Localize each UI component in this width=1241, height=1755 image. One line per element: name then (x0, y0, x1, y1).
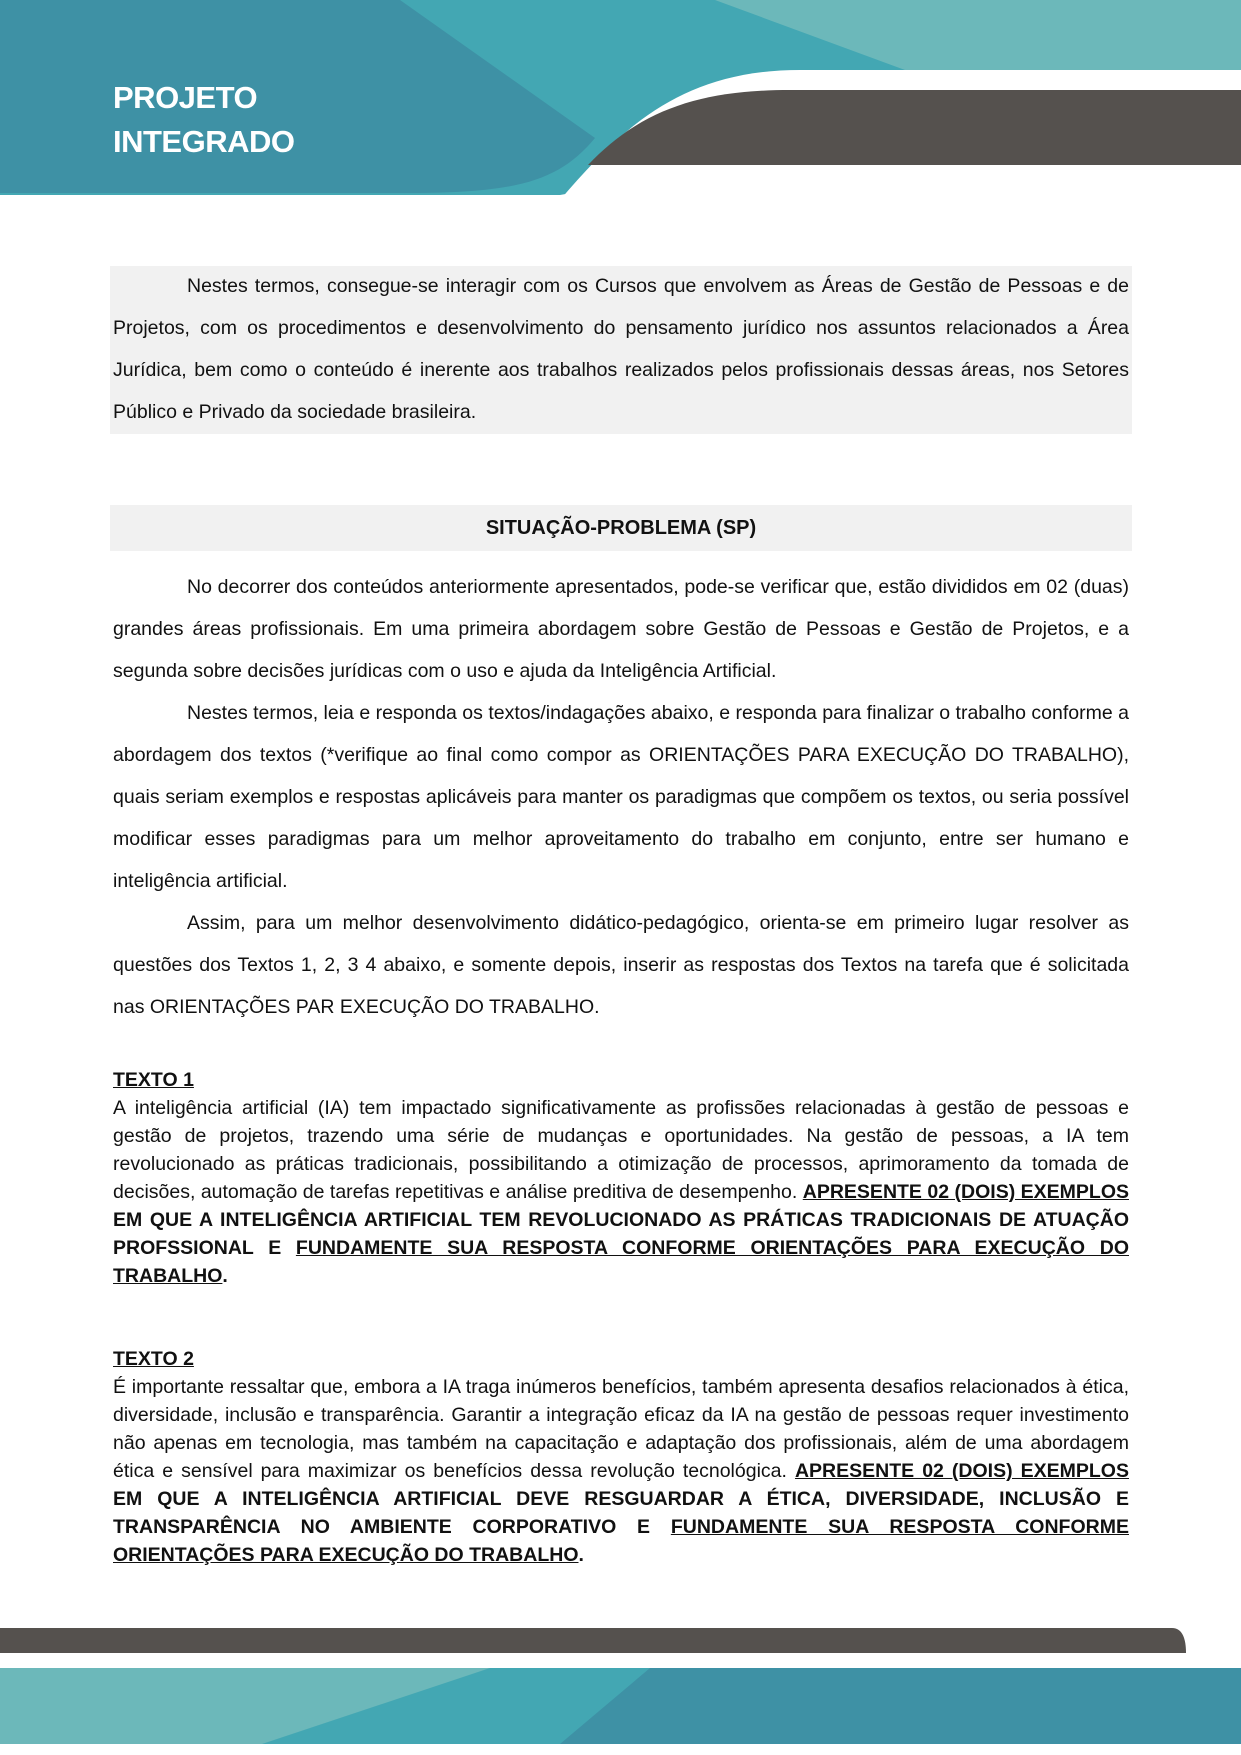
texto-1-text: A inteligência artificial (IA) tem impactado significativamente as profissões relacionadas à gestão de pessoas e gestão de projetos, trazendo uma série de mudanças e oportunidades. Na gestão de pessoas, a IA tem revolucionado as práticas tradicionais, possibilitando a otimização de processos, aprimoramento da tomada de decisões, automação de tarefas repetitivas e análise preditiva de desempenho. (113, 1097, 1129, 1203)
texto-1-heading: TEXTO 1 (113, 1069, 194, 1091)
texto-1-body (113, 1094, 1129, 1290)
texto-1-question: EM QUE A INTELIGÊNCIA ARTIFICIAL TEM REVOLUCIONADO AS PRÁTICAS TRADICIONAIS DE ATUAÇÃO PROFSSIONAL E (113, 1209, 1129, 1259)
texto-2-heading: TEXTO 2 (113, 1348, 194, 1370)
texto-2-question-underlined-1: APRESENTE 02 (DOIS) EXEMPLOS (794, 1460, 1129, 1482)
texto-1-section (113, 1066, 1129, 1290)
texto-2-question: EM QUE A INTELIGÊNCIA ARTIFICIAL DEVE RESGUARDAR A ÉTICA, DIVERSIDADE, INCLUSÃO E TRANSPARÊNCIA NO AMBIENTE CORPORATIVO E (113, 1488, 1129, 1538)
section-heading: SITUAÇÃO-PROBLEMA (SP) (485, 517, 757, 539)
texto-1-question-underlined-2: FUNDAMENTE SUA RESPOSTA CONFORME ORIENTAÇÕES PARA EXECUÇÃO DO TRABALHO (113, 1237, 1129, 1287)
texto-2-body (113, 1373, 1129, 1569)
situacao-problema-body (113, 566, 1129, 1028)
document-title (113, 76, 295, 164)
title-line-2: INTEGRADO (113, 124, 295, 159)
sp-paragraph-1: No decorrer dos conteúdos anteriormente apresentados, pode-se verificar que, estão divididos em 02 (duas) grandes áreas profissionais. Em uma primeira abordagem sobre Gestão de Pessoas e Gestão de Projetos, e a segunda sobre decisões jurídicas com o uso e ajuda da Inteligência Artificial. (113, 576, 1129, 682)
texto-1-question-end: . (222, 1265, 228, 1287)
texto-2-question-end: . (578, 1544, 584, 1566)
footer-charcoal-band (0, 1628, 1186, 1653)
title-line-1: PROJETO (113, 80, 258, 115)
sp-paragraph-3: Assim, para um melhor desenvolvimento didático-pedagógico, orienta-se em primeiro lugar resolver as questões dos Textos 1, 2, 3 4 abaixo, e somente depois, inserir as respostas dos Textos na tarefa que é solicitada nas ORIENTAÇÕES PAR EXECUÇÃO DO TRABALHO. (113, 912, 1129, 1018)
texto-2-section (113, 1345, 1129, 1569)
intro-paragraph: Nestes termos, consegue-se interagir com os Cursos que envolvem as Áreas de Gestão de Pessoas e de Projetos, com os procedimentos e desenvolvimento do pensamento jurídico nos assuntos relacionados a Área Jurídica, bem como o conteúdo é inerente aos trabalhos realizados pelos profissionais dessas áreas, nos Setores Público e Privado da sociedade brasileira. (113, 275, 1129, 423)
texto-2-text: É importante ressaltar que, embora a IA traga inúmeros benefícios, também apresenta desafios relacionados à ética, diversidade, inclusão e transparência. Garantir a integração eficaz da IA na gestão de pessoas requer investimento não apenas em tecnologia, mas também na capacitação e adaptação dos profissionais, além de uma abordagem ética e sensível para maximizar os benefícios dessa revolução tecnológica. (113, 1376, 1129, 1482)
texto-2-question-underlined-2: FUNDAMENTE SUA RESPOSTA CONFORME ORIENTAÇÕES PARA EXECUÇÃO DO TRABALHO (113, 1516, 1129, 1566)
footer-banner (0, 1600, 1241, 1755)
sp-paragraph-2: Nestes termos, leia e responda os textos/indagações abaixo, e responda para finalizar o trabalho conforme a abordagem dos textos (*verifique ao final como compor as ORIENTAÇÕES PARA EXECUÇÃO DO TRABALHO), quais seriam exemplos e respostas aplicáveis para manter os paradigmas que compõem os textos, ou seria possível modificar esses paradigmas para um melhor aproveitamento do trabalho em conjunto, entre ser humano e inteligência artificial. (113, 702, 1129, 892)
texto-1-question-underlined-1: APRESENTE 02 (DOIS) EXEMPLOS (802, 1181, 1129, 1203)
